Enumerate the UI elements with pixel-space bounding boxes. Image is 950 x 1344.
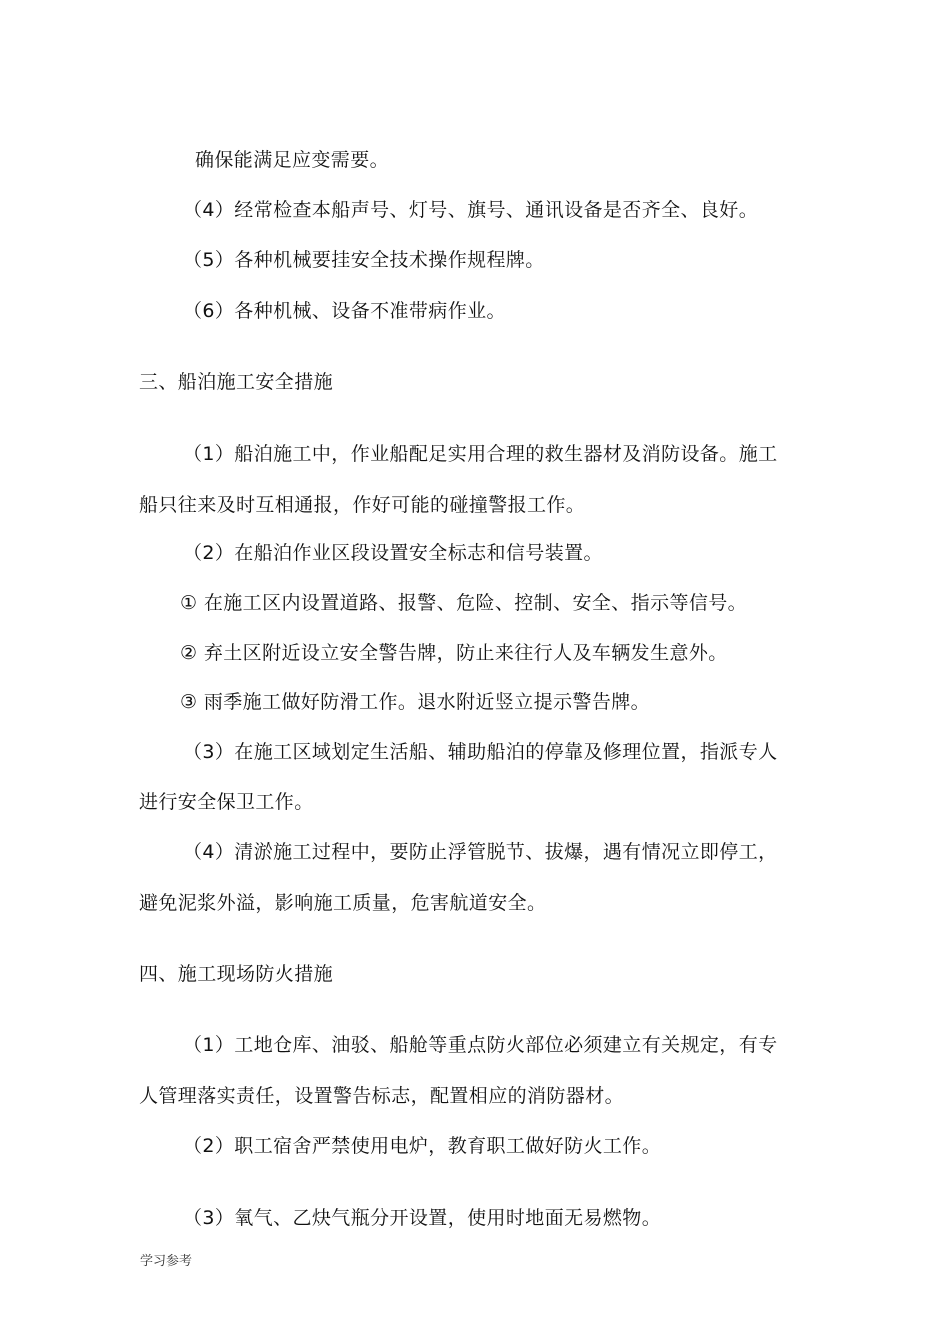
paragraph-line: （4）清淤施工过程中，要防止浮管脱节、拔爆，遇有情况立即停工， [183, 841, 778, 863]
paragraph-line: （3）在施工区域划定生活船、辅助船泊的停靠及修理位置，指派专人 [183, 741, 778, 763]
paragraph-line: 避免泥浆外溢，影响施工质量，危害航道安全。 [139, 892, 547, 914]
paragraph-line: 确保能满足应变需要。 [195, 149, 390, 171]
paragraph-line: （5）各种机械要挂安全技术操作规程牌。 [183, 249, 545, 271]
paragraph-line: （6）各种机械、设备不准带病作业。 [183, 300, 506, 322]
page-footer: 学习参考 [140, 1254, 193, 1269]
paragraph-line: （3）氧气、乙炔气瓶分开设置，使用时地面无易燃物。 [183, 1207, 662, 1229]
list-item: ③ 雨季施工做好防滑工作。退水附近竖立提示警告牌。 [180, 691, 651, 713]
paragraph-line: 船只往来及时互相通报，作好可能的碰撞警报工作。 [139, 494, 586, 516]
paragraph-line: （2）职工宿舍严禁使用电炉，教育职工做好防火工作。 [183, 1135, 662, 1157]
paragraph-line: （1）船泊施工中，作业船配足实用合理的救生器材及消防设备。施工 [183, 443, 778, 465]
list-item: ① 在施工区内设置道路、报警、危险、控制、安全、指示等信号。 [180, 592, 748, 614]
section-heading: 三、船泊施工安全措施 [139, 371, 334, 393]
list-item: ② 弃土区附近设立安全警告牌，防止来往行人及车辆发生意外。 [180, 642, 728, 664]
paragraph-line: （4）经常检查本船声号、灯号、旗号、通讯设备是否齐全、良好。 [183, 199, 759, 221]
paragraph-line: 进行安全保卫工作。 [139, 791, 314, 813]
section-heading: 四、施工现场防火措施 [139, 963, 334, 985]
paragraph-line: 人管理落实责任，设置警告标志，配置相应的消防器材。 [139, 1085, 625, 1107]
paragraph-line: （2）在船泊作业区段设置安全标志和信号装置。 [183, 542, 603, 564]
paragraph-line: （1）工地仓库、油驳、船舱等重点防火部位必须建立有关规定，有专 [183, 1034, 778, 1056]
